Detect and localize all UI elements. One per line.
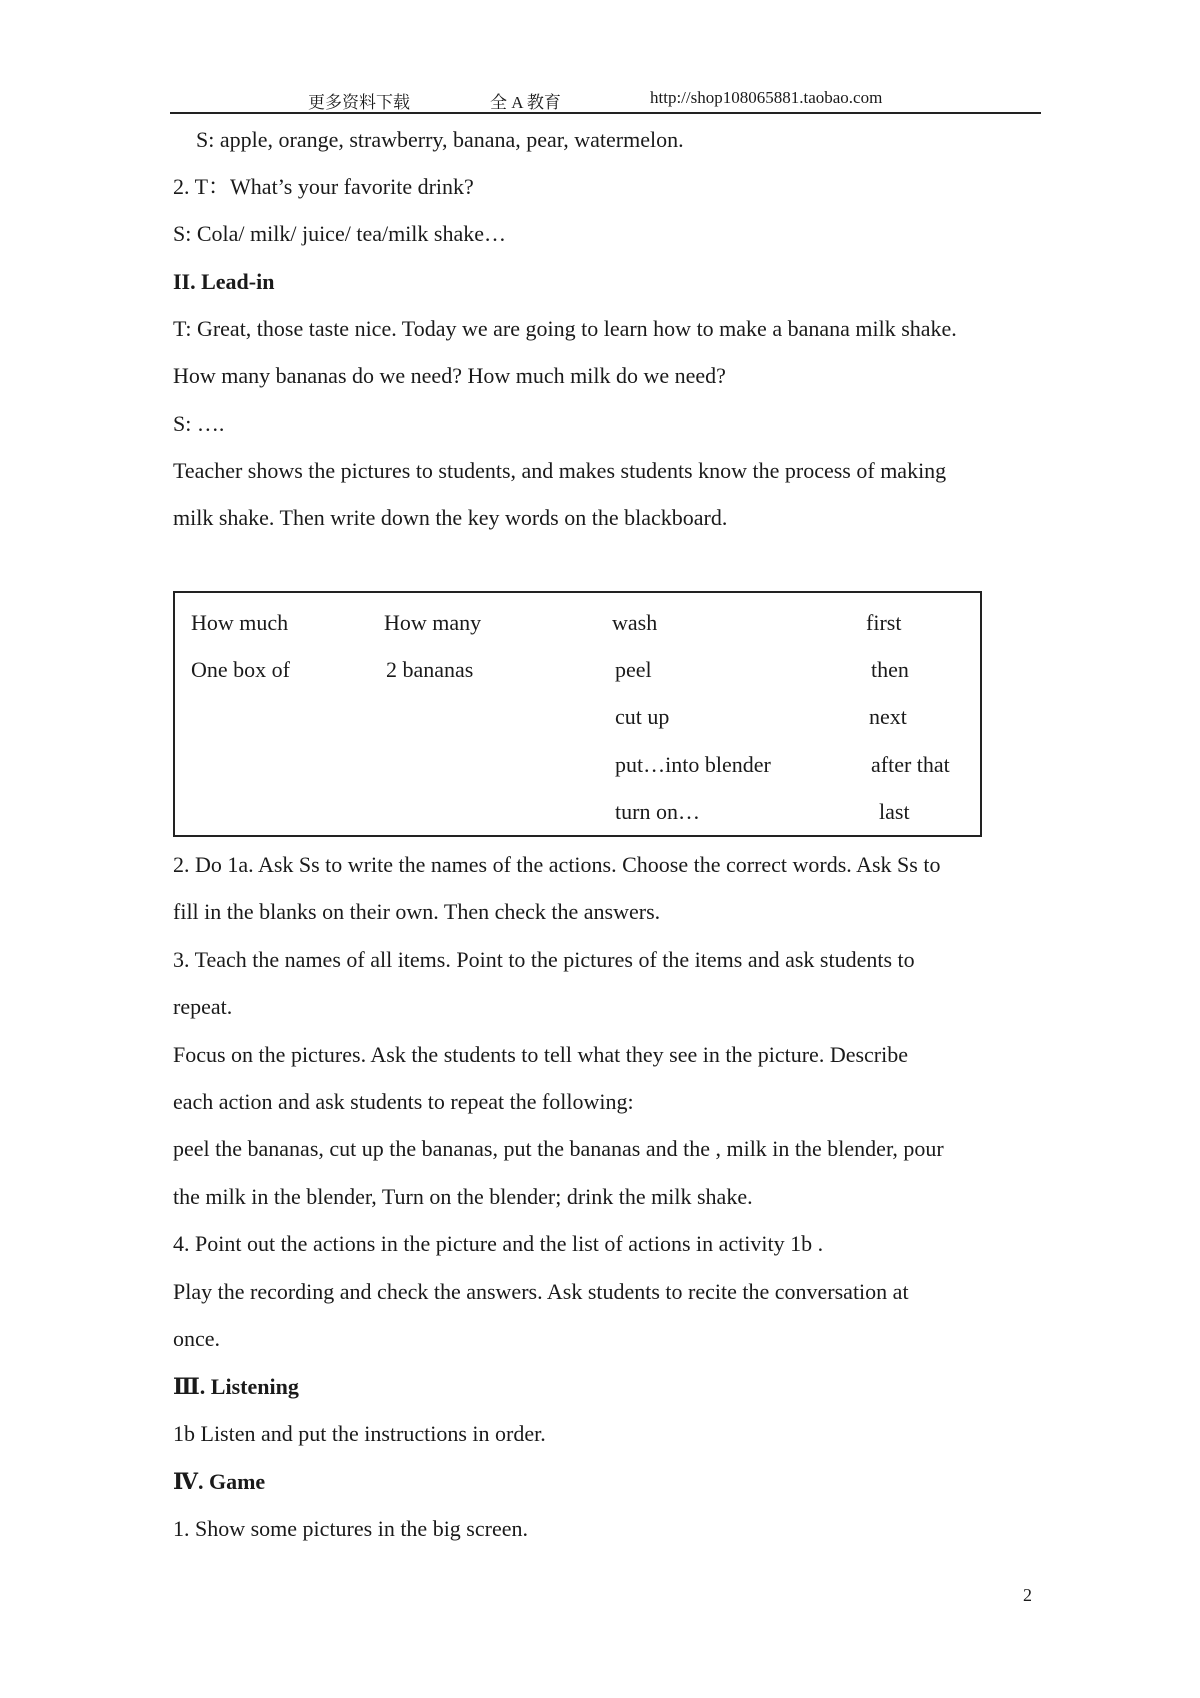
teacher-shows-line-2: milk shake. Then write down the key words on the blackboard. bbox=[173, 505, 728, 530]
table-cell-wash: wash bbox=[612, 610, 658, 635]
point-out-actions: 4. Point out the actions in the picture and the list of actions in activity 1b . bbox=[173, 1231, 824, 1256]
table-cell-last: last bbox=[879, 799, 910, 824]
table-cell-put-into-blender: put…into blender bbox=[615, 752, 771, 777]
table-cell-after-that: after that bbox=[871, 752, 950, 777]
student-response: S: …. bbox=[173, 411, 225, 436]
header-url: http://shop108065881.taobao.com bbox=[650, 88, 883, 107]
section-heading-listening: Ⅲ. Listening bbox=[173, 1374, 299, 1399]
play-recording-line-1: Play the recording and check the answers. Ask students to recite the conversation at bbox=[173, 1279, 909, 1304]
play-recording-line-2: once. bbox=[173, 1326, 221, 1351]
table-cell-how-many: How many bbox=[384, 610, 482, 635]
header-left-text: 更多资料下载 bbox=[308, 93, 410, 112]
actions-list-line-2: the milk in the blender, Turn on the blender; drink the milk shake. bbox=[173, 1184, 753, 1209]
focus-pictures-line-1: Focus on the pictures. Ask the students to tell what they see in the picture. Describe bbox=[173, 1042, 909, 1067]
section-heading-lead-in: II. Lead-in bbox=[173, 269, 275, 294]
table-cell-turn-on: turn on… bbox=[615, 799, 700, 824]
header-center-text: 全 A 教育 bbox=[490, 93, 561, 112]
table-cell-next: next bbox=[869, 704, 907, 729]
focus-pictures-line-2: each action and ask students to repeat the following: bbox=[173, 1089, 634, 1114]
table-cell-cut-up: cut up bbox=[615, 704, 670, 729]
student-answer-fruits: S: apple, orange, strawberry, banana, pear, watermelon. bbox=[196, 127, 684, 152]
teach-items-line-2: repeat. bbox=[173, 994, 233, 1019]
lead-in-paragraph-line-1: T: Great, those taste nice. Today we are going to learn how to make a banana milk shake. bbox=[173, 316, 957, 341]
key-words-table bbox=[173, 591, 982, 837]
page-header bbox=[170, 86, 1041, 114]
listening-instruction: 1b Listen and put the instructions in order. bbox=[173, 1421, 546, 1446]
lead-in-paragraph-line-2: How many bananas do we need? How much milk do we need? bbox=[173, 363, 726, 388]
section-heading-game: Ⅳ. Game bbox=[173, 1469, 266, 1494]
table-cell-2-bananas: 2 bananas bbox=[386, 657, 474, 682]
table-cell-how-much: How much bbox=[191, 610, 289, 635]
table-cell-one-box-of: One box of bbox=[191, 657, 290, 682]
teacher-question-drink: 2. T：What’s your favorite drink? bbox=[173, 174, 474, 199]
student-answer-drinks: S: Cola/ milk/ juice/ tea/milk shake… bbox=[173, 221, 507, 246]
activity-1a-line-2: fill in the blanks on their own. Then check the answers. bbox=[173, 899, 661, 924]
teach-items-line-1: 3. Teach the names of all items. Point to the pictures of the items and ask students to bbox=[173, 947, 915, 972]
page-number: 2 bbox=[1023, 1585, 1032, 1605]
activity-1a-line-1: 2. Do 1a. Ask Ss to write the names of the actions. Choose the correct words. Ask Ss to bbox=[173, 852, 941, 877]
table-cell-then: then bbox=[871, 657, 909, 682]
table-cell-peel: peel bbox=[615, 657, 652, 682]
game-instruction: 1. Show some pictures in the big screen. bbox=[173, 1516, 528, 1541]
teacher-shows-line-1: Teacher shows the pictures to students, and makes students know the process of making bbox=[173, 458, 947, 483]
table-cell-first: first bbox=[866, 610, 902, 635]
actions-list-line-1: peel the bananas, cut up the bananas, put the bananas and the , milk in the blender, pour bbox=[173, 1136, 944, 1161]
